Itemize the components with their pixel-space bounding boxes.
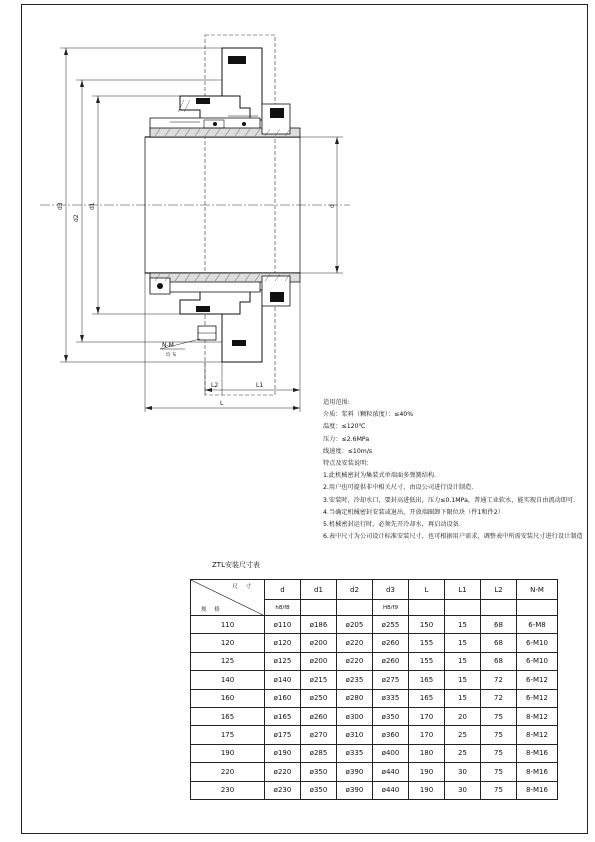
table-cell: 15: [445, 634, 481, 652]
table-cell: ø285: [301, 744, 337, 762]
table-cell: 68: [481, 652, 517, 670]
spec-cell: 140: [191, 671, 265, 689]
table-cell: ø390: [337, 763, 373, 781]
table-cell: 170: [409, 707, 445, 725]
spec-cell: 230: [191, 781, 265, 799]
table-cell: 75: [481, 763, 517, 781]
column-header: L1: [445, 580, 481, 600]
table-cell: 75: [481, 744, 517, 762]
table-cell: ø200: [301, 634, 337, 652]
table-title: ZTL安装尺寸表: [212, 561, 260, 569]
table-cell: 165: [409, 689, 445, 707]
table-cell: ø360: [373, 726, 409, 744]
spec-cell: 160: [191, 689, 265, 707]
notes-line: 介质：浆料（颗粒浓度）：≤40%: [323, 411, 414, 419]
notes-line: 6.表中尺寸为公司设计标准安装尺寸，也可根据用户需求，调整表中所需安装尺寸进行设计制造: [323, 533, 583, 541]
table-cell: 6-M12: [517, 689, 558, 707]
callout-sub: 均 布: [166, 353, 177, 358]
table-row: [191, 689, 558, 707]
table-cell: ø190: [265, 744, 301, 762]
table-cell: ø235: [337, 671, 373, 689]
table-cell: 6-M8: [517, 616, 558, 634]
table-cell: ø250: [301, 689, 337, 707]
table-cell: 30: [445, 781, 481, 799]
dim-label-d1: d1: [89, 202, 96, 210]
table-cell: 155: [409, 634, 445, 652]
table-cell: 155: [409, 652, 445, 670]
table-cell: 15: [445, 689, 481, 707]
table-cell: ø205: [337, 616, 373, 634]
table-cell: 6-M12: [517, 671, 558, 689]
table-cell: ø200: [301, 652, 337, 670]
table-row: [191, 744, 558, 762]
table-cell: 68: [481, 616, 517, 634]
table-corner-header: [191, 580, 265, 616]
table-cell: ø215: [301, 671, 337, 689]
table-cell: ø220: [337, 634, 373, 652]
table-cell: ø140: [265, 671, 301, 689]
table-cell: ø400: [373, 744, 409, 762]
spec-cell: 110: [191, 616, 265, 634]
table-cell: 15: [445, 652, 481, 670]
spec-cell: 190: [191, 744, 265, 762]
table-cell: 72: [481, 671, 517, 689]
notes-line: 特点及安装说明：: [323, 459, 373, 467]
table-cell: ø350: [373, 707, 409, 725]
table-cell: ø175: [265, 726, 301, 744]
table-cell: ø280: [337, 689, 373, 707]
notes-line: 线速度：≤10m/s: [323, 447, 373, 455]
notes-line: 4.当确定机械密封安装或退出，开放端圈卸下限位块（件1和件2）: [323, 508, 504, 516]
table-cell: 6-M10: [517, 634, 558, 652]
table-cell: 68: [481, 634, 517, 652]
table-row: [191, 671, 558, 689]
tolerance-cell: [337, 600, 373, 616]
spec-cell: 125: [191, 652, 265, 670]
table-cell: 20: [445, 707, 481, 725]
table-cell: 6-M10: [517, 652, 558, 670]
table-cell: 8-M12: [517, 726, 558, 744]
tolerance-cell: H8/f9: [373, 600, 409, 616]
table-cell: ø350: [301, 781, 337, 799]
column-header: d: [265, 580, 301, 600]
spec-cell: 220: [191, 763, 265, 781]
column-header: L2: [481, 580, 517, 600]
notes-line: 温度：≤120℃: [323, 423, 366, 431]
notes-title: 适用范围:: [323, 399, 350, 406]
header-spec-label: 规 格: [201, 607, 223, 613]
column-header: d3: [373, 580, 409, 600]
table-cell: ø335: [337, 744, 373, 762]
dim-label-L1: L1: [256, 382, 264, 389]
tolerance-cell: [517, 600, 558, 616]
table-cell: ø160: [265, 689, 301, 707]
table-cell: 8-M16: [517, 763, 558, 781]
install-dimension-table: [190, 579, 558, 800]
notes-line: 2.用户也可提供非中相关尺寸，由设公司进行设计制造.: [323, 484, 474, 492]
table-cell: ø165: [265, 707, 301, 725]
table-cell: ø255: [373, 616, 409, 634]
dim-label-L: L: [220, 400, 224, 407]
table-cell: 15: [445, 616, 481, 634]
table-cell: 15: [445, 671, 481, 689]
column-header: L: [409, 580, 445, 600]
dim-label-d3: d3: [57, 202, 64, 210]
table-cell: 8-M16: [517, 781, 558, 799]
table-cell: 25: [445, 726, 481, 744]
table-cell: 8-M16: [517, 744, 558, 762]
notes-line: 压力：≤2.6MPa: [323, 435, 370, 443]
table-cell: 180: [409, 744, 445, 762]
table-cell: ø120: [265, 634, 301, 652]
table-cell: ø275: [373, 671, 409, 689]
table-cell: ø440: [373, 763, 409, 781]
table-cell: 190: [409, 763, 445, 781]
dim-label-d2: d2: [73, 214, 80, 222]
table-row: [191, 652, 558, 670]
column-header: d1: [301, 580, 337, 600]
table-cell: 190: [409, 781, 445, 799]
table-cell: ø440: [373, 781, 409, 799]
table-row: [191, 781, 558, 799]
table-cell: ø186: [301, 616, 337, 634]
table-cell: 8-M12: [517, 707, 558, 725]
table-cell: ø300: [337, 707, 373, 725]
table-cell: ø260: [373, 634, 409, 652]
notes-line: 5.机械密封运行时，必须先开冷却水，再启动设备.: [323, 520, 461, 528]
tolerance-cell: [445, 600, 481, 616]
table-cell: ø110: [265, 616, 301, 634]
table-cell: ø335: [373, 689, 409, 707]
notes-block: [323, 397, 585, 543]
spec-cell: 165: [191, 707, 265, 725]
table-cell: ø310: [337, 726, 373, 744]
table-cell: 150: [409, 616, 445, 634]
table-cell: ø260: [301, 707, 337, 725]
table-cell: ø390: [337, 781, 373, 799]
spec-cell: 120: [191, 634, 265, 652]
table-cell: 75: [481, 707, 517, 725]
table-cell: 170: [409, 726, 445, 744]
table-row: [191, 726, 558, 744]
table-cell: 165: [409, 671, 445, 689]
table-cell: ø220: [337, 652, 373, 670]
dim-label-L2: L2: [211, 382, 219, 389]
column-header: d2: [337, 580, 373, 600]
table-row: [191, 634, 558, 652]
callout-nm: N-M: [162, 342, 174, 349]
table-row: [191, 616, 558, 634]
header-size-label: 尺 寸: [232, 584, 254, 590]
table-cell: ø260: [373, 652, 409, 670]
table-cell: 72: [481, 689, 517, 707]
table-cell: ø230: [265, 781, 301, 799]
spec-cell: 175: [191, 726, 265, 744]
table-cell: ø125: [265, 652, 301, 670]
notes-line: 3.安装时，冷却水口，要封高进低出，压力≤0.1MPa，普通工业软水，能实现自由流动即可.: [323, 496, 576, 504]
table-cell: 75: [481, 781, 517, 799]
tolerance-cell: h8/f8: [265, 600, 301, 616]
tolerance-cell: [301, 600, 337, 616]
column-header: N-M: [517, 580, 558, 600]
table-cell: 75: [481, 726, 517, 744]
notes-line: 1.此机械密封为集装式单端面多弹簧结构.: [323, 472, 437, 480]
table-row: [191, 707, 558, 725]
table-cell: ø220: [265, 763, 301, 781]
table-cell: ø350: [301, 763, 337, 781]
table-row: [191, 763, 558, 781]
tolerance-cell: [409, 600, 445, 616]
table-cell: 25: [445, 744, 481, 762]
table-cell: ø270: [301, 726, 337, 744]
tolerance-cell: [481, 600, 517, 616]
table-cell: 30: [445, 763, 481, 781]
dim-label-d: d: [329, 204, 336, 208]
